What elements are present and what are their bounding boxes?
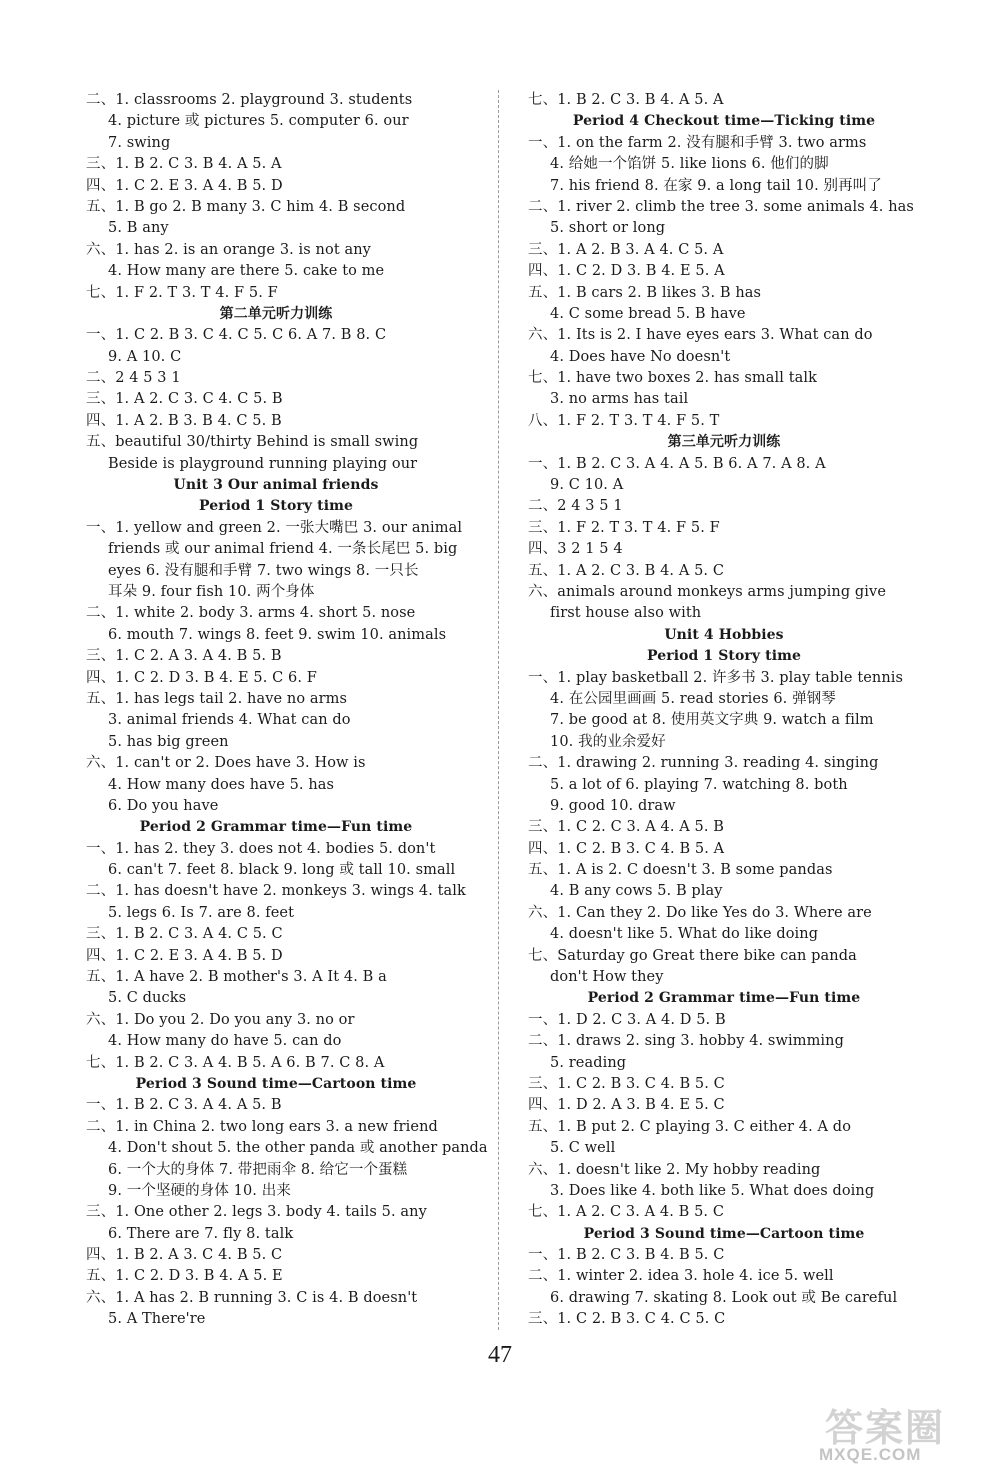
answer-line: 二、1. has doesn't have 2. monkeys 3. wings 4. talk [86,883,466,900]
answer-line: 三、1. B 2. C 3. B 4. A 5. A [86,156,282,173]
answer-line: 三、1. One other 2. legs 3. body 4. tails 5. any [86,1204,427,1221]
answer-line-continued: eyes 6. 没有腿和手臂 7. two wings 8. 一只长 [108,562,419,579]
answer-line: 三、1. C 2. C 3. A 4. A 5. B [528,819,725,836]
answer-line-continued: 3. Does like 4. both like 5. What does doing [550,1182,875,1199]
answer-line: 五、1. A 2. C 3. B 4. A 5. C [528,562,725,579]
answer-line: 二、1. in China 2. two long ears 3. a new friend [86,1118,438,1135]
answer-line: 二、1. classrooms 2. playground 3. students [86,92,413,108]
answer-line-continued: 9. C 10. A [550,477,624,494]
section-heading: Period 3 Sound time—Cartoon time [583,1225,865,1242]
answer-line: 五、1. A have 2. B mother's 3. A It 4. B a [86,969,387,986]
page-number: 47 [488,1342,512,1368]
answer-line: 五、1. has legs tail 2. have no arms [86,690,348,707]
answer-line: 六、1. Its is 2. I have eyes ears 3. What can do [528,327,873,344]
answer-line: 三、1. C 2. B 3. C 4. C 5. C [528,1311,726,1328]
answer-line: 七、1. A 2. C 3. A 4. B 5. C [528,1204,725,1221]
answer-line-continued: 6. There are 7. fly 8. talk [108,1225,294,1242]
answer-line: 四、1. A 2. B 3. B 4. C 5. B [86,412,282,429]
answer-line: 一、1. play basketball 2. 许多书 3. play table tennis [528,669,904,686]
answer-line-continued: 9. 一个坚硬的身体 10. 出来 [108,1182,291,1199]
answer-line-continued: 4. Does have No doesn't [550,348,731,365]
answer-line-continued: 7. be good at 8. 使用英文字典 9. watch a film [550,712,874,729]
answer-line-continued: 4. B any cows 5. B play [550,883,723,900]
answer-line: 一、1. B 2. C 3. B 4. B 5. C [528,1247,725,1264]
answer-line-continued: 6. 一个大的身体 7. 带把雨伞 8. 给它一个蛋糕 [108,1161,408,1178]
answer-line-continued: 4. 给她一个馅饼 5. like lions 6. 他们的脚 [550,156,829,173]
answer-line: 六、1. can't or 2. Does have 3. How is [86,755,366,772]
answer-line: 一、1. B 2. C 3. A 4. A 5. B [86,1097,282,1114]
answer-line-continued: 4. How many are there 5. cake to me [108,263,385,280]
answer-line: 七、Saturday go Great there bike can panda [528,947,857,964]
answer-line: 四、1. C 2. E 3. A 4. B 5. D [86,177,283,194]
watermark-site-text: MXQE.COM [819,1445,922,1464]
answer-line: 一、1. has 2. they 3. does not 4. bodies 5. don't [86,840,436,857]
column-divider [498,90,499,1330]
answer-line: 四、1. B 2. A 3. C 4. B 5. C [86,1247,283,1264]
answer-line: 四、1. D 2. A 3. B 4. E 5. C [528,1097,725,1114]
answer-line-continued: 5. C well [550,1140,616,1157]
answer-line: 三、1. A 2. B 3. A 4. C 5. A [528,241,724,258]
answer-line: 六、1. has 2. is an orange 3. is not any [86,241,371,258]
answer-line-continued: 耳朵 9. four fish 10. 两个身体 [108,583,315,600]
answer-line-continued: 9. good 10. draw [550,797,676,814]
answer-line: 一、1. yellow and green 2. 一张大嘴巴 3. our animal [86,519,463,536]
answer-line-continued: 4. doesn't like 5. What do like doing [550,926,819,943]
answer-line-continued: 4. C some bread 5. B have [550,305,746,322]
answer-line: 四、1. C 2. B 3. C 4. B 5. A [528,840,725,857]
answer-line-continued: 4. Don't shout 5. the other panda 或 another panda [108,1140,488,1157]
watermark-logo-text: 答案圈 [825,1406,946,1450]
answer-line: 三、1. A 2. C 3. C 4. C 5. B [86,391,283,408]
answer-line: 二、2 4 5 3 1 [86,370,181,387]
answer-line-continued: 5. reading [550,1054,627,1071]
answer-line: 八、1. F 2. T 3. T 4. F 5. T [528,412,720,429]
answer-line: 二、1. draws 2. sing 3. hobby 4. swimming [528,1033,844,1050]
answer-line: 一、1. on the farm 2. 没有腿和手臂 3. two arms [528,134,867,151]
answer-column-left [86,90,488,1331]
answer-line: 七、1. have two boxes 2. has small talk [528,370,817,387]
answer-line: 二、1. river 2. climb the tree 3. some animals 4. has [528,198,914,215]
answer-line: 六、1. Can they 2. Do like Yes do 3. Where are [528,904,872,921]
answer-line: 五、1. B cars 2. B likes 3. B has [528,284,762,301]
answer-line-continued: 4. How many does have 5. has [108,776,335,793]
answer-line: 七、1. F 2. T 3. T 4. F 5. F [86,284,278,301]
section-heading: Unit 3 Our animal friends [173,477,379,494]
answer-line: 一、1. C 2. B 3. C 4. C 5. C 6. A 7. B 8. C [86,327,387,344]
answer-line: 六、1. Do you 2. Do you any 3. no or [86,1011,355,1028]
answer-line-continued: 10. 我的业余爱好 [550,733,666,750]
answer-line: 四、1. C 2. D 3. B 4. E 5. C 6. F [86,669,317,686]
answer-line: 三、1. C 2. A 3. A 4. B 5. B [86,648,282,665]
section-heading: Period 4 Checkout time—Ticking time [572,113,876,130]
answer-line-continued: 6. Do you have [108,797,219,814]
answer-line: 三、1. C 2. B 3. C 4. B 5. C [528,1075,725,1092]
answer-line: 二、1. drawing 2. running 3. reading 4. singing [528,755,879,772]
section-heading: Period 1 Story time [646,648,802,665]
answer-line: 二、1. white 2. body 3. arms 4. short 5. nose [86,605,416,622]
answer-line-continued: 4. 在公园里画画 5. read stories 6. 弹钢琴 [550,690,836,707]
answer-line-continued: 5. B any [108,220,169,237]
answer-line-continued: 7. his friend 8. 在家 9. a long tail 10. 别再叫了 [550,177,882,194]
section-heading: Period 2 Grammar time—Fun time [139,819,413,836]
answer-line: 五、1. B go 2. B many 3. C him 4. B second [86,198,406,215]
answer-line-continued: 5. C ducks [108,990,187,1007]
answer-line: 二、2 4 3 5 1 [528,498,623,515]
answer-line: 六、1. A has 2. B running 3. C is 4. B doesn't [86,1289,418,1306]
answer-line: 六、1. doesn't like 2. My hobby reading [528,1161,821,1178]
answer-line-continued: 5. a lot of 6. playing 7. watching 8. both [550,776,848,793]
answer-line-continued: friends 或 our animal friend 4. 一条长尾巴 5. big [108,541,458,558]
answer-line: 四、3 2 1 5 4 [528,541,623,558]
answer-line-continued: first house also with [550,605,702,622]
answer-column-right [528,90,920,1331]
answer-line-continued: 5. has big green [108,733,229,750]
answer-line-continued: 3. no arms has tail [550,391,689,408]
section-heading: 第三单元听力训练 [667,434,781,451]
section-heading: 第二单元听力训练 [219,305,333,322]
answer-line-continued: 5. legs 6. Is 7. are 8. feet [108,904,295,921]
answer-line-continued: 3. animal friends 4. What can do [108,712,351,729]
section-heading: Unit 4 Hobbies [664,626,784,643]
answer-line-continued: 4. picture 或 pictures 5. computer 6. our [108,113,409,130]
answer-line: 一、1. D 2. C 3. A 4. D 5. B [528,1011,726,1028]
answer-line-continued: 6. drawing 7. skating 8. Look out 或 Be careful [550,1289,898,1306]
answer-line-continued: 5. short or long [550,220,666,237]
answer-line-continued: 9. A 10. C [108,348,182,365]
answer-line-continued: 6. can't 7. feet 8. black 9. long 或 tall 10. small [108,862,456,879]
answer-line: 五、1. B put 2. C playing 3. C either 4. A do [528,1118,852,1135]
answer-line-continued: don't How they [550,969,664,986]
answer-line: 三、1. F 2. T 3. T 4. F 5. F [528,519,720,536]
section-heading: Period 1 Story time [198,498,354,515]
answer-line-continued: 7. swing [108,134,171,151]
answer-line: 一、1. B 2. C 3. A 4. A 5. B 6. A 7. A 8. A [528,455,826,472]
answer-line: 七、1. B 2. C 3. A 4. B 5. A 6. B 7. C 8. A [86,1054,385,1071]
answer-line-continued: Beside is playground running playing our [108,455,418,472]
answer-line: 三、1. B 2. C 3. A 4. C 5. C [86,926,283,943]
answer-line: 五、1. C 2. D 3. B 4. A 5. E [86,1268,283,1285]
answer-line: 四、1. C 2. E 3. A 4. B 5. D [86,947,283,964]
answer-line-continued: 6. mouth 7. wings 8. feet 9. swim 10. animals [108,626,447,643]
answer-line: 四、1. C 2. D 3. B 4. E 5. A [528,263,725,280]
answer-line-continued: 5. A There're [108,1311,206,1328]
section-heading: Period 3 Sound time—Cartoon time [135,1075,417,1092]
watermark-logo [805,1395,985,1471]
answer-line-continued: 4. How many do have 5. can do [108,1033,342,1050]
answer-line: 五、1. A is 2. C doesn't 3. B some pandas [528,862,833,879]
section-heading: Period 2 Grammar time—Fun time [587,990,861,1007]
answer-line: 六、animals around monkeys arms jumping give [528,583,887,600]
answer-line: 五、beautiful 30/thirty Behind is small swing [86,434,419,451]
answer-line: 七、1. B 2. C 3. B 4. A 5. A [528,92,724,108]
answer-line: 二、1. winter 2. idea 3. hole 4. ice 5. well [528,1268,834,1285]
